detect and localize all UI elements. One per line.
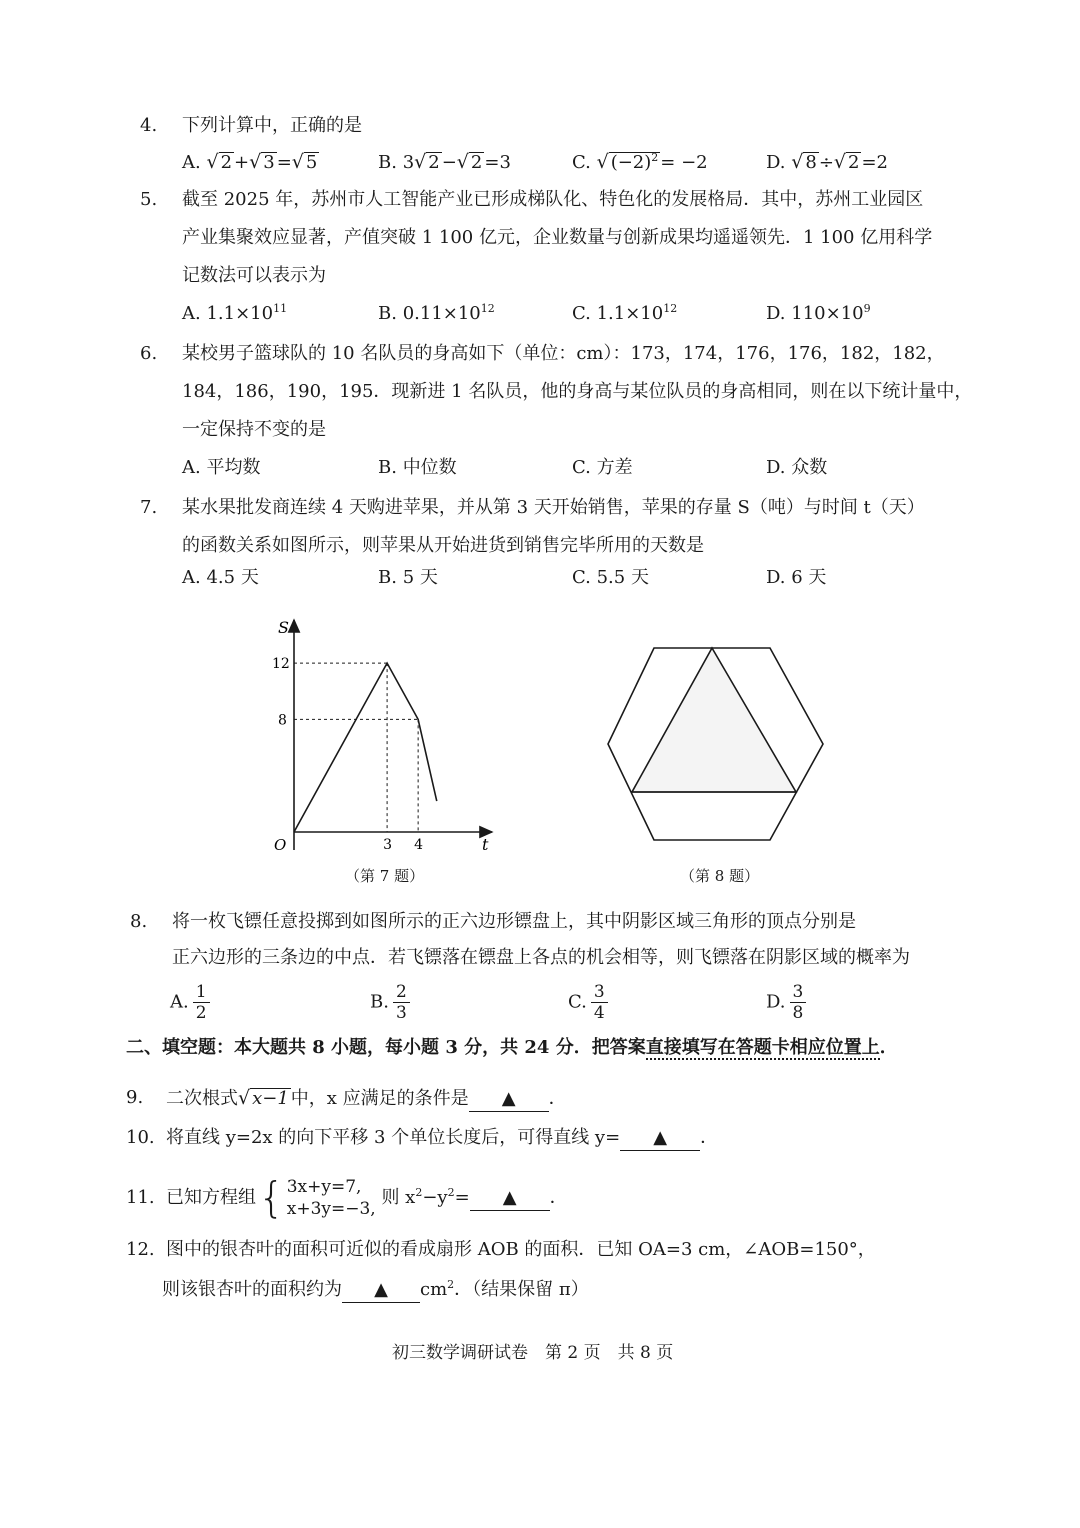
stock-curve [294, 663, 437, 832]
x-axis-label: t [482, 835, 489, 854]
q8-line2: 正六边形的三条边的中点．若飞镖落在镖盘上各点的机会相等，则飞镖落在阴影区域的概率为 [172, 947, 910, 968]
q4-a-equals: = [276, 152, 292, 173]
q7-number: 7. [140, 497, 158, 518]
page-footer: 初三数学调研试卷 第 2 页 共 8 页 [392, 1343, 674, 1363]
q4-d-divide: ÷ [818, 152, 834, 173]
q8-a-num: 1 [193, 982, 210, 1003]
q6-d-text: 众数 [791, 457, 828, 478]
sqrt-sign-icon: √ [456, 151, 469, 173]
q7-option-b [378, 566, 438, 590]
q9-answer-blank[interactable]: ▲ [469, 1087, 549, 1112]
x-tick-4: 4 [414, 837, 424, 853]
q8-d-label: D. [766, 991, 786, 1013]
q4-c-equals: = −2 [660, 152, 708, 173]
section-2-heading [126, 1036, 898, 1060]
q11-mid: 则 x [381, 1187, 416, 1208]
q4-a-radicand3: 5 [305, 152, 318, 173]
q4-a-radicand2: 3 [263, 152, 275, 173]
q5-d-exp: 9 [863, 302, 871, 315]
q6-option-c [572, 456, 633, 480]
figure-7-graph [250, 610, 510, 860]
sqrt-sign-icon: √ [249, 151, 262, 173]
q4-stem: 下列计算中，正确的是 [182, 115, 362, 136]
q5-a-label: A. [182, 303, 201, 324]
q11-end: ． [549, 1187, 568, 1208]
q8-a-fraction [193, 982, 210, 1023]
q10-answer-blank[interactable]: ▲ [620, 1126, 700, 1151]
q11-number: 11. [126, 1187, 155, 1208]
q8-b-den: 3 [395, 1003, 407, 1023]
q7-line2: 的函数关系如图所示，则苹果从开始进货到销售完毕所用的天数是 [182, 535, 704, 556]
q5-b-base: 0.11×10 [402, 303, 481, 324]
q4-b-minus: − [441, 152, 457, 173]
q7-option-a [182, 566, 259, 590]
q12-unit-exp: 2 [447, 1278, 455, 1291]
q8-d-num: 3 [790, 982, 807, 1003]
q8-d-den: 8 [792, 1003, 804, 1023]
q10-text [166, 1126, 718, 1151]
q7-b-text: 5 天 [402, 567, 438, 588]
q4-option-b [378, 150, 511, 175]
section-2-heading-main: 二、填空题：本大题共 8 小题，每小题 3 分，共 24 分．把答案 [126, 1037, 646, 1058]
q5-c-label: C. [572, 303, 591, 324]
q4-d-label: D. [766, 152, 786, 173]
q6-a-label: A. [182, 457, 201, 478]
q9-pre: 二次根式 [166, 1088, 238, 1109]
q5-a-exp: 11 [273, 302, 288, 315]
section-2-heading-end: ． [879, 1037, 898, 1058]
sqrt-sign-icon: √ [833, 151, 847, 173]
q4-c-radicand [609, 152, 661, 173]
q8-a-den: 2 [195, 1003, 207, 1023]
q5-option-a [182, 302, 287, 326]
figure-7-caption: （第 7 题） [345, 867, 425, 885]
q8-number: 8. [130, 911, 148, 932]
figure-8-hexagon [600, 640, 830, 846]
q4-option-a [182, 150, 319, 175]
q6-line2: 184，186，190，195．现新进 1 名队员，他的身高与某位队员的身高相同，则在以下统计量中， [182, 381, 973, 402]
q5-option-c [572, 302, 677, 326]
q5-d-label: D. [766, 303, 786, 324]
q5-option-d [766, 302, 871, 326]
sqrt-sign-icon: √ [596, 151, 609, 173]
q6-option-b [378, 456, 457, 480]
q8-b-num: 2 [393, 982, 410, 1003]
equation-row-2: x+3y=−3, [286, 1199, 376, 1219]
section-2-heading-dotted: 直接填写在答题卡相应位置上 [645, 1037, 880, 1058]
q11-text [166, 1165, 568, 1231]
y-tick-8: 8 [278, 712, 287, 729]
q4-b-label: B. [378, 152, 397, 173]
sqrt-sign-icon: √ [291, 151, 304, 173]
figure-8-caption: （第 8 题） [680, 867, 760, 885]
q6-line3: 一定保持不变的是 [182, 419, 326, 440]
y-tick-12: 12 [272, 656, 290, 673]
q8-line1: 将一枚飞镖任意投掷到如图所示的正六边形镖盘上，其中阴影区域三角形的顶点分别是 [172, 911, 856, 932]
q5-a-base: 1.1×10 [206, 303, 274, 324]
q5-d-base: 110×10 [791, 303, 864, 324]
q7-d-text: 6 天 [791, 567, 827, 588]
sqrt-sign-icon: √ [238, 1087, 251, 1109]
q12-number: 12. [126, 1239, 155, 1260]
q11-exp2: 2 [447, 1186, 455, 1199]
q5-line3: 记数法可以表示为 [182, 265, 326, 286]
q7-a-text: 4.5 天 [206, 567, 259, 588]
origin-label: O [274, 836, 287, 854]
q6-c-text: 方差 [596, 457, 633, 478]
q8-c-num: 3 [591, 982, 608, 1003]
q8-option-a [170, 982, 210, 1023]
q9-radicand: x−1 [252, 1088, 289, 1109]
q11-pre: 已知方程组 [166, 1187, 256, 1208]
sqrt-sign-icon: √ [414, 151, 427, 173]
q10-end: ． [700, 1127, 719, 1148]
q7-option-d [766, 566, 826, 590]
sqrt-sign-icon: √ [206, 151, 219, 173]
q12-line2 [162, 1278, 589, 1303]
q8-d-fraction [790, 982, 807, 1023]
q4-c-inner: (−2) [610, 152, 652, 173]
q7-line1: 某水果批发商连续 4 天购进苹果，并从第 3 天开始销售，苹果的存量 S（吨）与时间 t（天） [182, 497, 925, 518]
q4-a-label: A. [182, 152, 201, 173]
q7-option-c [572, 566, 649, 590]
q4-d-equals: =2 [861, 152, 889, 173]
q5-line1: 截至 2025 年，苏州市人工智能产业已形成梯队化、特色化的发展格局．其中，苏州工业园区 [182, 189, 924, 210]
q9-post: 中，x 应满足的条件是 [290, 1088, 469, 1109]
q5-option-b [378, 302, 495, 326]
q7-a-label: A. [182, 567, 201, 588]
q5-c-base: 1.1×10 [596, 303, 664, 324]
q8-option-b [370, 982, 410, 1023]
q5-c-exp: 12 [663, 302, 678, 315]
q11-answer-blank[interactable]: ▲ [470, 1186, 550, 1211]
equation-row-1: 3x+y=7, [286, 1177, 362, 1197]
q4-c-exp: 2 [651, 151, 659, 164]
q9-text [166, 1086, 567, 1112]
q11-minus: −y [422, 1187, 448, 1208]
q10-pre: 将直线 y=2x 的向下平移 3 个单位长度后，可得直线 y= [166, 1127, 621, 1148]
q7-d-label: D. [766, 567, 786, 588]
y-axis-label: S [278, 618, 289, 637]
q8-c-fraction [591, 982, 608, 1023]
q10-number: 10. [126, 1127, 155, 1148]
q12-unit: cm [420, 1279, 448, 1300]
q4-d-radicand1: 8 [805, 152, 817, 173]
equation-rows [287, 1176, 376, 1220]
q12-line1: 图中的银杏叶的面积可近似的看成扇形 AOB 的面积．已知 OA=3 cm，∠AOB=150°， [166, 1239, 876, 1260]
q4-number: 4. [140, 115, 158, 136]
q4-c-label: C. [572, 152, 591, 173]
left-brace-icon: { [258, 1173, 285, 1222]
q4-b-coef: 3 [402, 152, 415, 173]
q6-a-text: 平均数 [206, 457, 261, 478]
q7-c-text: 5.5 天 [596, 567, 649, 588]
q6-option-a [182, 456, 260, 480]
q8-a-label: A. [170, 991, 189, 1013]
q11-exp1: 2 [415, 1186, 423, 1199]
q5-line2: 产业集聚效应显著，产值突破 1 100 亿元，企业数量与创新成果均遥遥领先．1 100 亿用科学 [182, 227, 933, 248]
q5-number: 5. [140, 189, 158, 210]
q12-post2: ．（结果保留 π） [454, 1279, 589, 1300]
q6-d-label: D. [766, 457, 786, 478]
q8-option-c [568, 982, 608, 1023]
q5-b-label: B. [378, 303, 397, 324]
q4-b-radicand2: 2 [470, 152, 483, 173]
q6-b-text: 中位数 [402, 457, 457, 478]
q4-b-equals: =3 [484, 152, 511, 173]
q4-a-plus: + [234, 152, 250, 173]
q6-c-label: C. [572, 457, 591, 478]
q8-c-den: 4 [593, 1003, 605, 1023]
q12-pre2: 则该银杏叶的面积约为 [162, 1279, 342, 1300]
q6-b-label: B. [378, 457, 397, 478]
q9-end: ． [548, 1088, 567, 1109]
sqrt-sign-icon: √ [791, 151, 804, 173]
q6-line1: 某校男子篮球队的 10 名队员的身高如下（单位：cm）：173，174，176，176，182，182， [182, 343, 945, 364]
x-tick-3: 3 [383, 837, 393, 853]
q8-c-label: C. [568, 991, 587, 1013]
q4-option-c [572, 150, 708, 175]
q6-number: 6. [140, 343, 158, 364]
q4-b-radicand1: 2 [428, 152, 440, 173]
q4-a-radicand1: 2 [220, 152, 233, 173]
q6-option-d [766, 456, 827, 480]
q7-b-label: B. [378, 567, 397, 588]
equation-system [256, 1173, 376, 1222]
q8-b-label: B. [370, 991, 389, 1013]
q8-option-d [766, 982, 806, 1023]
q4-d-radicand2: 2 [848, 152, 860, 173]
shaded-triangle [632, 648, 796, 792]
q8-b-fraction [393, 982, 410, 1023]
q5-b-exp: 12 [480, 302, 495, 315]
q7-c-label: C. [572, 567, 591, 588]
q9-number: 9. [126, 1087, 144, 1108]
q4-option-d [766, 150, 888, 175]
q12-answer-blank[interactable]: ▲ [342, 1278, 420, 1303]
q11-equals: = [454, 1187, 470, 1208]
